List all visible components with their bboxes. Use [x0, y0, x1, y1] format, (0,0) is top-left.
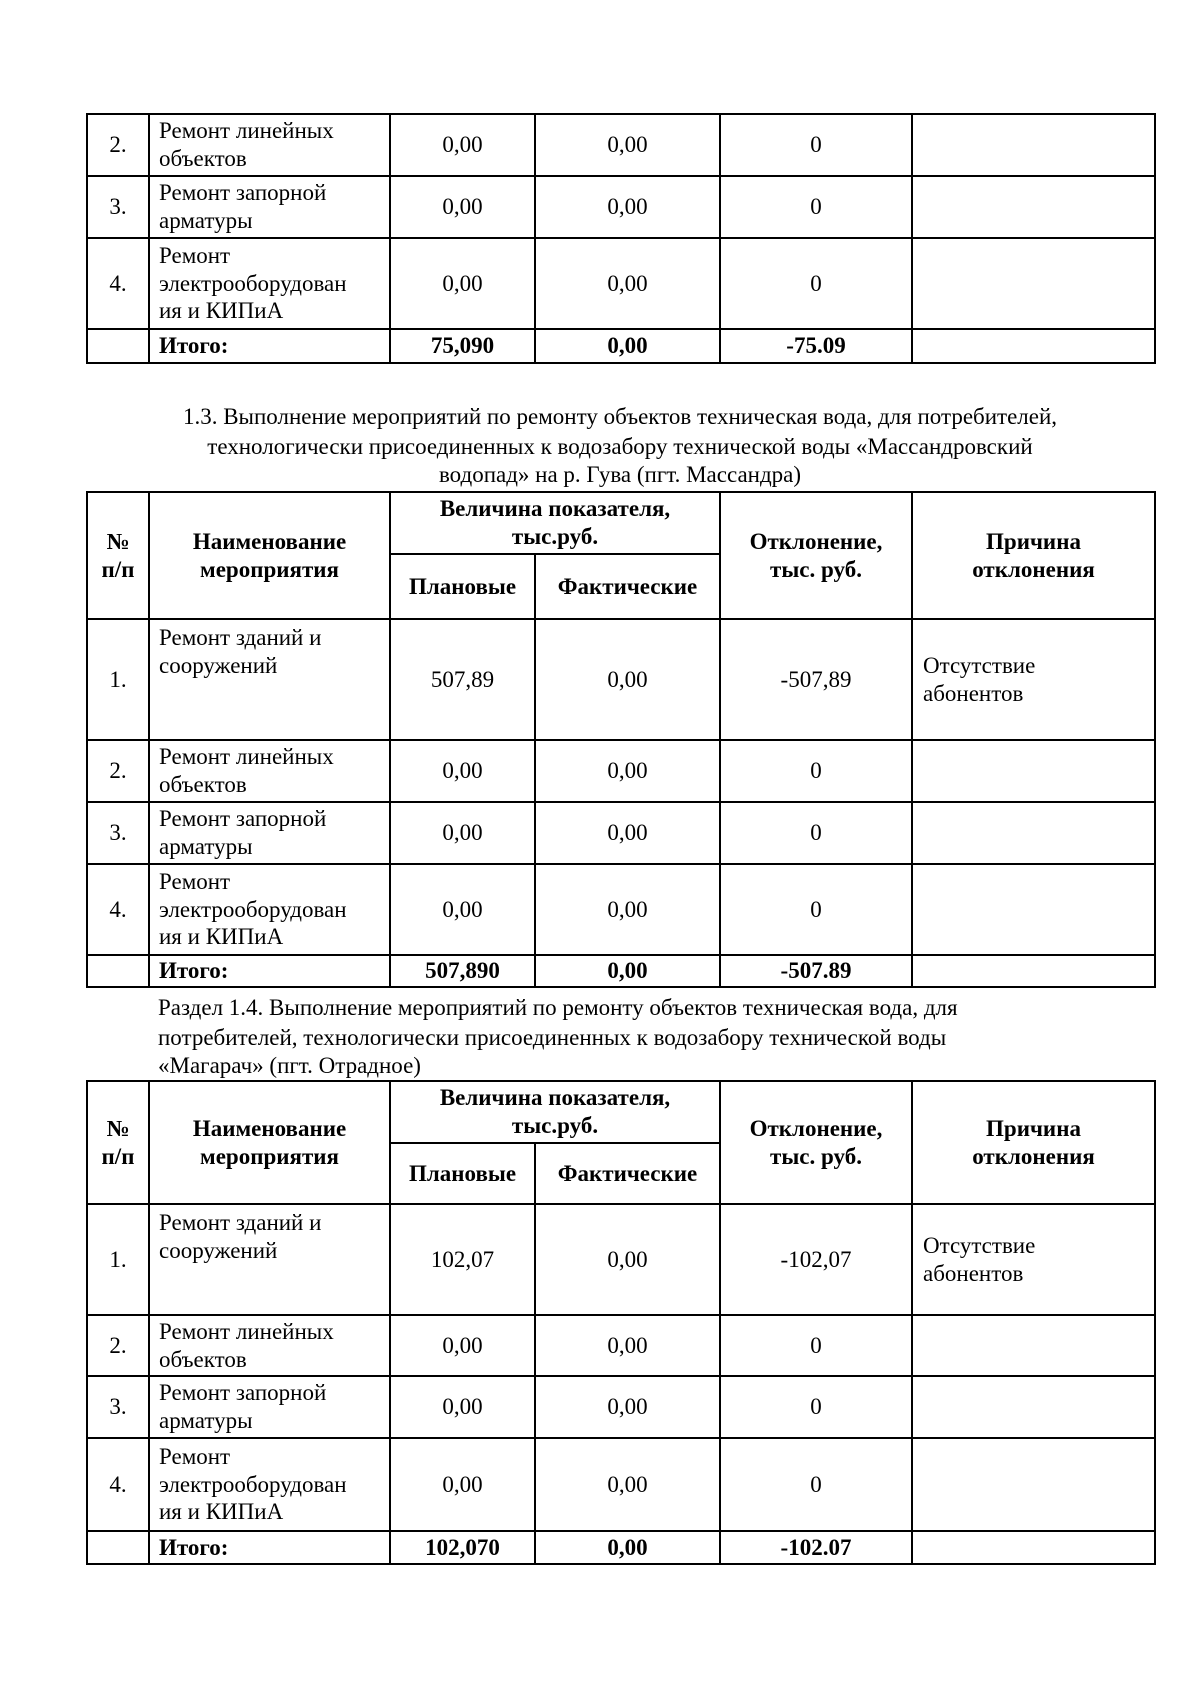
plan-value: 507,89 — [390, 619, 535, 740]
total-fact: 0,00 — [535, 1531, 720, 1564]
row-name: Ремонт запорной арматуры — [149, 176, 390, 238]
total-empty-cell — [87, 1531, 149, 1564]
reason-cell — [912, 740, 1155, 802]
table-row — [87, 1438, 1155, 1531]
fact-value: 0,00 — [535, 1376, 720, 1438]
reason-cell: Отсутствие абонентов — [912, 1204, 1155, 1315]
total-plan: 75,090 — [390, 329, 535, 363]
reason-cell — [912, 864, 1155, 955]
total-label: Итого: — [149, 955, 390, 987]
plan-value: 0,00 — [390, 1315, 535, 1376]
row-number: 2. — [87, 114, 149, 176]
reason-cell: Отсутствие абонентов — [912, 619, 1155, 740]
deviation-value: 0 — [720, 1315, 912, 1376]
total-plan: 102,070 — [390, 1531, 535, 1564]
fact-value: 0,00 — [535, 1204, 720, 1315]
row-name: Ремонт электрооборудован ия и КИПиА — [149, 864, 390, 955]
total-reason-empty — [912, 955, 1155, 987]
header-value-group: Величина показателя, тыс.руб. — [390, 1081, 720, 1143]
header-reason: Причина отклонения — [912, 1081, 1155, 1204]
reason-cell — [912, 1438, 1155, 1531]
row-number: 4. — [87, 864, 149, 955]
total-row — [87, 329, 1155, 363]
plan-value: 102,07 — [390, 1204, 535, 1315]
row-number: 1. — [87, 1204, 149, 1315]
plan-value: 0,00 — [390, 1438, 535, 1531]
row-name: Ремонт запорной арматуры — [149, 802, 390, 864]
table-row — [87, 1376, 1155, 1438]
fact-value: 0,00 — [535, 176, 720, 238]
row-name: Ремонт зданий и сооружений — [149, 619, 390, 740]
table-section-1-4 — [86, 1080, 1156, 1565]
row-name: Ремонт линейных объектов — [149, 740, 390, 802]
fact-value: 0,00 — [535, 619, 720, 740]
plan-value: 0,00 — [390, 114, 535, 176]
total-deviation: -75.09 — [720, 329, 912, 363]
fact-value: 0,00 — [535, 114, 720, 176]
reason-cell — [912, 802, 1155, 864]
total-deviation: -102.07 — [720, 1531, 912, 1564]
fact-value: 0,00 — [535, 1438, 720, 1531]
total-row — [87, 1531, 1155, 1564]
header-deviation: Отклонение, тыс. руб. — [720, 1081, 912, 1204]
plan-value: 0,00 — [390, 802, 535, 864]
total-reason-empty — [912, 329, 1155, 363]
table-section-1-3 — [86, 491, 1156, 988]
row-number: 4. — [87, 1438, 149, 1531]
header-number: № п/п — [87, 1081, 149, 1204]
deviation-value: 0 — [720, 864, 912, 955]
row-number: 3. — [87, 1376, 149, 1438]
total-fact: 0,00 — [535, 955, 720, 987]
row-name: Ремонт запорной арматуры — [149, 1376, 390, 1438]
row-number: 3. — [87, 802, 149, 864]
fact-value: 0,00 — [535, 740, 720, 802]
header-value-group: Величина показателя, тыс.руб. — [390, 492, 720, 554]
fact-value: 0,00 — [535, 864, 720, 955]
plan-value: 0,00 — [390, 176, 535, 238]
deviation-value: -507,89 — [720, 619, 912, 740]
header-fact: Фактические — [535, 554, 720, 619]
table-row — [87, 176, 1155, 238]
row-name: Ремонт электрооборудован ия и КИПиА — [149, 1438, 390, 1531]
table-row — [87, 802, 1155, 864]
row-number: 2. — [87, 740, 149, 802]
table-top-continuation — [86, 113, 1156, 364]
plan-value: 0,00 — [390, 740, 535, 802]
deviation-value: -102,07 — [720, 1204, 912, 1315]
section-1-3-title: 1.3. Выполнение мероприятий по ремонту объектов техническая вода, для потребителей, технологически присоединенных к водозабору технической воды «Массандровский водопад» на р. Гува (пгт. Массандра) — [182, 404, 1058, 487]
fact-value: 0,00 — [535, 802, 720, 864]
total-fact: 0,00 — [535, 329, 720, 363]
reason-cell — [912, 1315, 1155, 1376]
reason-cell — [912, 238, 1155, 329]
fact-value: 0,00 — [535, 1315, 720, 1376]
total-reason-empty — [912, 1531, 1155, 1564]
total-empty-cell — [87, 329, 149, 363]
table-row — [87, 864, 1155, 955]
row-number: 2. — [87, 1315, 149, 1376]
header-number: № п/п — [87, 492, 149, 619]
row-name: Ремонт линейных объектов — [149, 114, 390, 176]
reason-cell — [912, 176, 1155, 238]
deviation-value: 0 — [720, 1376, 912, 1438]
total-row — [87, 955, 1155, 987]
header-plan: Плановые — [390, 1143, 535, 1204]
deviation-value: 0 — [720, 114, 912, 176]
plan-value: 0,00 — [390, 864, 535, 955]
header-name: Наименование мероприятия — [149, 1081, 390, 1204]
row-number: 4. — [87, 238, 149, 329]
table-row — [87, 740, 1155, 802]
deviation-value: 0 — [720, 176, 912, 238]
row-name: Ремонт электрооборудован ия и КИПиА — [149, 238, 390, 329]
table-row — [87, 619, 1155, 740]
plan-value: 0,00 — [390, 1376, 535, 1438]
row-number: 1. — [87, 619, 149, 740]
total-plan: 507,890 — [390, 955, 535, 987]
deviation-value: 0 — [720, 740, 912, 802]
plan-value: 0,00 — [390, 238, 535, 329]
reason-cell — [912, 114, 1155, 176]
header-row — [87, 1081, 1155, 1143]
header-fact: Фактические — [535, 1143, 720, 1204]
deviation-value: 0 — [720, 1438, 912, 1531]
header-name: Наименование мероприятия — [149, 492, 390, 619]
total-label: Итого: — [149, 1531, 390, 1564]
total-empty-cell — [87, 955, 149, 987]
row-name: Ремонт зданий и сооружений — [149, 1204, 390, 1315]
table-row — [87, 1315, 1155, 1376]
total-deviation: -507.89 — [720, 955, 912, 987]
header-deviation: Отклонение, тыс. руб. — [720, 492, 912, 619]
row-name: Ремонт линейных объектов — [149, 1315, 390, 1376]
fact-value: 0,00 — [535, 238, 720, 329]
reason-cell — [912, 1376, 1155, 1438]
table-row — [87, 1204, 1155, 1315]
total-label: Итого: — [149, 329, 390, 363]
table-row — [87, 238, 1155, 329]
section-1-4-title: Раздел 1.4. Выполнение мероприятий по ремонту объектов техническая вода, для потребителей, технологически присоединенных к водозабору технической воды «Магарач» (пгт. Отрадное) — [158, 995, 958, 1078]
row-number: 3. — [87, 176, 149, 238]
table-row — [87, 114, 1155, 176]
header-plan: Плановые — [390, 554, 535, 619]
header-reason: Причина отклонения — [912, 492, 1155, 619]
header-row — [87, 492, 1155, 554]
deviation-value: 0 — [720, 238, 912, 329]
deviation-value: 0 — [720, 802, 912, 864]
